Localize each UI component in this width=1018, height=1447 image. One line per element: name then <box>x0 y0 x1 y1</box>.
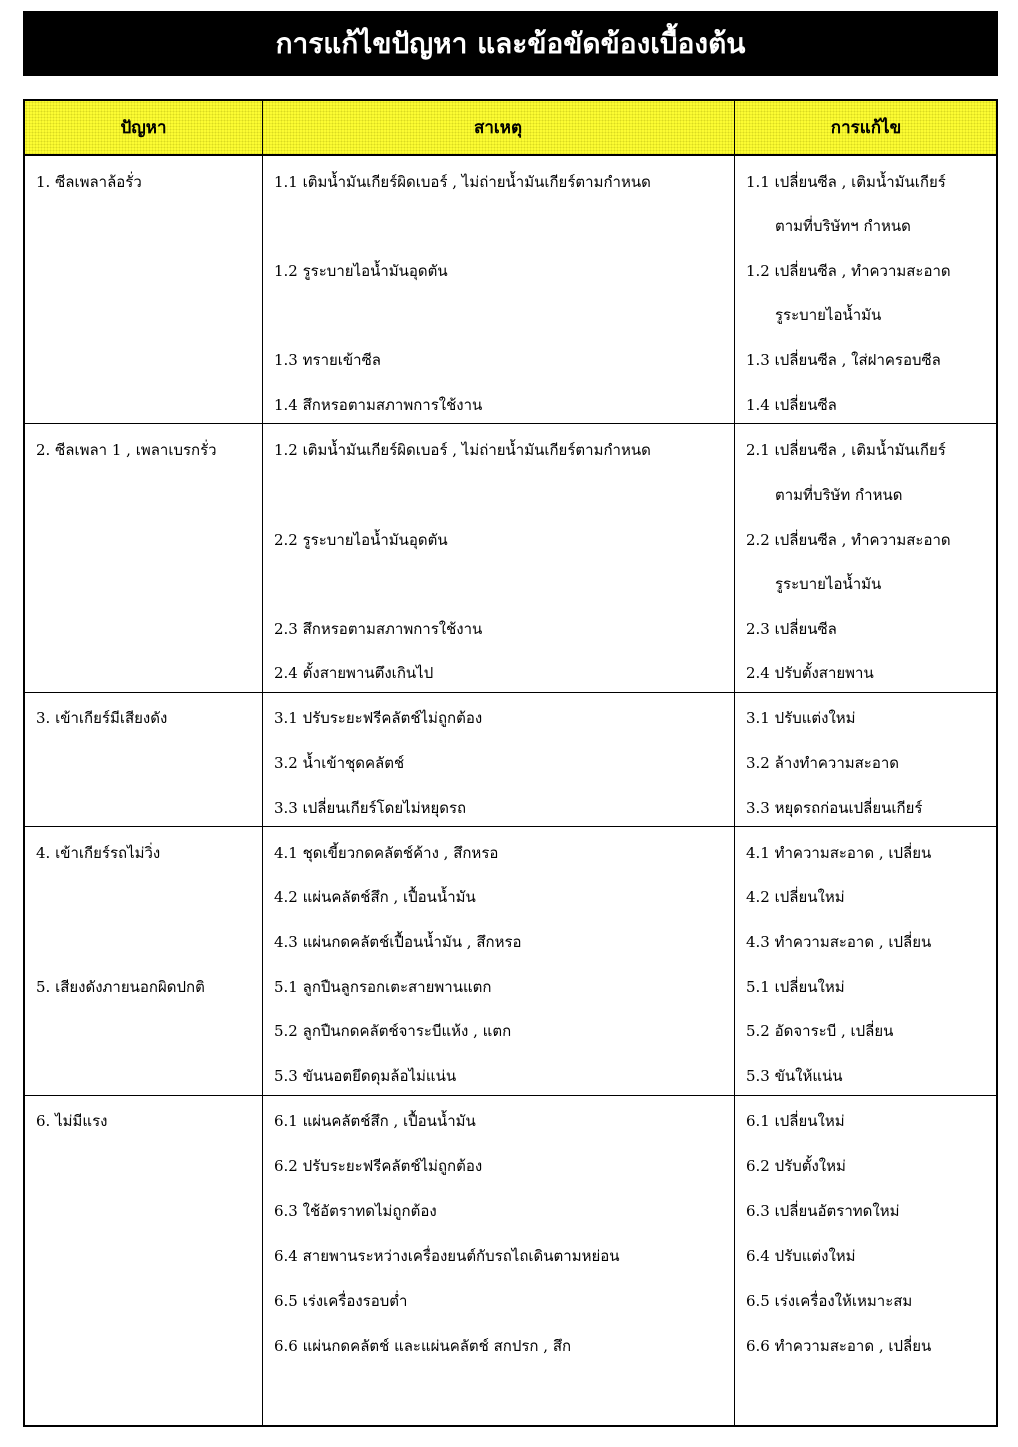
cause-cell: 1.1 เติมน้ำมันเกียร์ผิดเบอร์ , ไม่ถ่ายน้ำมันเกียร์ตามกำหนด <box>274 173 651 191</box>
header-problem: ปัญหา <box>120 118 167 138</box>
cause-cell: 4.3 แผ่นกดคลัตช์เปื้อนน้ำมัน , สึกหรอ <box>274 933 522 951</box>
cause-cell: 1.2 รูระบายไอน้ำมันอุดตัน <box>274 262 448 280</box>
solution-cell: 6.3 เปลี่ยนอัตราทดใหม่ <box>746 1202 900 1220</box>
solution-cell: 3.3 หยุดรถก่อนเปลี่ยนเกียร์ <box>746 799 923 817</box>
cause-cell: 2.3 สึกหรอตามสภาพการใช้งาน <box>274 620 483 638</box>
solution-cell: 2.4 ปรับตั้งสายพาน <box>746 664 874 682</box>
solution-cell: 5.3 ขันให้แน่น <box>746 1067 843 1085</box>
solution-cell: ตามที่บริษัท กำหนด <box>775 486 903 504</box>
cause-cell: 4.2 แผ่นคลัตช์สึก , เปื้อนน้ำมัน <box>274 888 476 906</box>
cause-cell: 4.1 ชุดเขี้ยวกดคลัตช์ค้าง , สึกหรอ <box>274 844 499 862</box>
cause-cell: 5.1 ลูกปืนลูกรอกเตะสายพานแตก <box>274 978 492 996</box>
solution-cell: 5.1 เปลี่ยนใหม่ <box>746 978 845 996</box>
solution-cell: 2.1 เปลี่ยนซีล , เติมน้ำมันเกียร์ <box>746 441 946 459</box>
cause-cell: 6.4 สายพานระหว่างเครื่องยนต์กับรถไถเดินตามหย่อน <box>274 1247 620 1265</box>
problem-cell: 5. เสียงดังภายนอกผิดปกติ <box>36 978 205 996</box>
problem-cell: 1. ซีลเพลาล้อรั่ว <box>36 173 142 191</box>
cause-cell: 5.2 ลูกปืนกดคลัตช์จาระบีแห้ง , แตก <box>274 1022 512 1040</box>
solution-cell: 6.4 ปรับแต่งใหม่ <box>746 1247 856 1265</box>
header-cause: สาเหตุ <box>474 118 522 138</box>
solution-cell: รูระบายไอน้ำมัน <box>775 575 882 593</box>
solution-cell: 6.5 เร่งเครื่องให้เหมาะสม <box>746 1292 913 1310</box>
solution-cell: 2.3 เปลี่ยนซีล <box>746 620 837 638</box>
row-divider <box>25 423 996 424</box>
problem-cell: 6. ไม่มีแรง <box>36 1112 108 1130</box>
cause-cell: 2.2 รูระบายไอน้ำมันอุดตัน <box>274 531 448 549</box>
troubleshooting-table <box>23 99 998 1427</box>
solution-cell: 4.1 ทำความสะอาด , เปลี่ยน <box>746 844 932 862</box>
cause-cell: 3.3 เปลี่ยนเกียร์โดยไม่หยุดรถ <box>274 799 467 817</box>
cause-cell: 1.3 ทรายเข้าซีล <box>274 351 381 369</box>
column-divider <box>262 101 263 1425</box>
solution-cell: 6.2 ปรับตั้งใหม่ <box>746 1157 846 1175</box>
row-divider <box>25 826 996 827</box>
cause-cell: 1.2 เติมน้ำมันเกียร์ผิดเบอร์ , ไม่ถ่ายน้ำมันเกียร์ตามกำหนด <box>274 441 651 459</box>
solution-cell: 1.4 เปลี่ยนซีล <box>746 396 837 414</box>
cause-cell: 3.2 น้ำเข้าชุดคลัตช์ <box>274 754 405 772</box>
solution-cell: รูระบายไอน้ำมัน <box>775 306 882 324</box>
cause-cell: 6.2 ปรับระยะฟรีคลัตช์ไม่ถูกต้อง <box>274 1157 483 1175</box>
cause-cell: 6.5 เร่งเครื่องรอบต่ำ <box>274 1292 408 1310</box>
solution-cell: 6.6 ทำความสะอาด , เปลี่ยน <box>746 1337 932 1355</box>
cause-cell: 6.6 แผ่นกดคลัตช์ และแผ่นคลัตช์ สกปรก , สึก <box>274 1337 572 1355</box>
solution-cell: 3.2 ล้างทำความสะอาด <box>746 754 900 772</box>
row-divider <box>25 1095 996 1096</box>
problem-cell: 4. เข้าเกียร์รถไม่วิ่ง <box>36 844 161 862</box>
solution-cell: ตามที่บริษัทฯ กำหนด <box>775 217 911 235</box>
solution-cell: 3.1 ปรับแต่งใหม่ <box>746 709 856 727</box>
column-divider <box>734 101 735 1425</box>
page-title: การแก้ไขปัญหา และข้อขัดข้องเบื้องต้น <box>23 11 998 76</box>
problem-cell: 2. ซีลเพลา 1 , เพลาเบรกรั่ว <box>36 441 217 459</box>
solution-cell: 5.2 อัดจาระบี , เปลี่ยน <box>746 1022 894 1040</box>
solution-cell: 4.3 ทำความสะอาด , เปลี่ยน <box>746 933 932 951</box>
header-solution: การแก้ไข <box>830 118 902 138</box>
solution-cell: 1.1 เปลี่ยนซีล , เติมน้ำมันเกียร์ <box>746 173 946 191</box>
table-header <box>25 101 996 156</box>
solution-cell: 1.2 เปลี่ยนซีล , ทำความสะอาด <box>746 262 951 280</box>
cause-cell: 1.4 สึกหรอตามสภาพการใช้งาน <box>274 396 483 414</box>
solution-cell: 4.2 เปลี่ยนใหม่ <box>746 888 845 906</box>
problem-cell: 3. เข้าเกียร์มีเสียงดัง <box>36 709 168 727</box>
cause-cell: 5.3 ขันนอตยึดดุมล้อไม่แน่น <box>274 1067 457 1085</box>
solution-cell: 1.3 เปลี่ยนซีล , ใส่ฝาครอบซีล <box>746 351 941 369</box>
cause-cell: 2.4 ตั้งสายพานตึงเกินไป <box>274 664 434 682</box>
cause-cell: 6.1 แผ่นคลัตช์สึก , เปื้อนน้ำมัน <box>274 1112 476 1130</box>
solution-cell: 6.1 เปลี่ยนใหม่ <box>746 1112 845 1130</box>
row-divider <box>25 692 996 693</box>
solution-cell: 2.2 เปลี่ยนซีล , ทำความสะอาด <box>746 531 951 549</box>
cause-cell: 6.3 ใช้อัตราทดไม่ถูกต้อง <box>274 1202 437 1220</box>
cause-cell: 3.1 ปรับระยะฟรีคลัตช์ไม่ถูกต้อง <box>274 709 483 727</box>
